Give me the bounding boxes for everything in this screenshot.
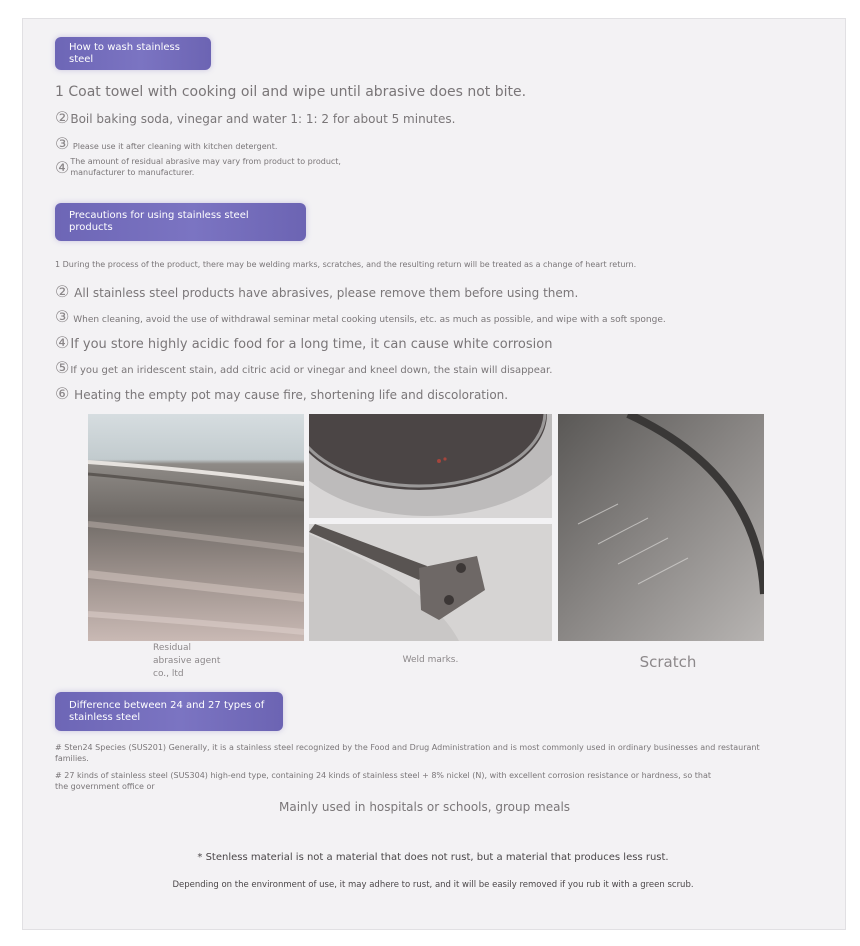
wash-step-3: [55, 134, 277, 153]
caption-text: Scratch: [639, 653, 697, 671]
residual-abrasive-photo: [88, 414, 304, 641]
step-text: During the process of the product, there may be welding marks, scratches, and the resulting return will be treated as a change of heart return.: [62, 260, 637, 269]
paragraph-text: # 27 kinds of stainless steel (SUS304) high-end type, containing 24 kinds of stainless steel + 8% nickel (N), with excellent corrosion resistance or hardness, so that the government office or: [55, 771, 712, 791]
section-badge-label: How to wash stainless steel: [69, 41, 180, 65]
caption-text: Weld marks.: [402, 655, 459, 665]
section-badge-precautions: [55, 203, 306, 241]
residual-abrasive-caption: [153, 642, 223, 681]
precaution-5: [55, 358, 552, 377]
section-badge-label: Precautions for using stainless steel products: [69, 210, 249, 233]
step-number: ②: [55, 108, 70, 127]
section-badge-difference: [55, 692, 283, 731]
step-text: Please use it after cleaning with kitchen detergent.: [72, 142, 278, 151]
rust-note: [22, 852, 844, 863]
sus304-paragraph: [55, 770, 715, 792]
precaution-6: [55, 384, 508, 403]
precaution-3: [55, 307, 666, 326]
step-text: When cleaning, avoid the use of withdrawal seminar metal cooking utensils, etc. as much as possible, and wipe with a soft sponge.: [73, 315, 666, 325]
weld-marks-photo-handle: [309, 524, 552, 641]
rust-removal-note: [22, 880, 844, 890]
step-number: ④: [55, 333, 70, 352]
step-number: 1: [55, 84, 64, 100]
note-text: * Stenless material is not a material that does not rust, but a material that produces less rust.: [197, 852, 669, 863]
step-text: Coat towel with cooking oil and wipe until abrasive does not bite.: [68, 84, 527, 100]
precaution-2: [55, 282, 578, 301]
step-number: ⑤: [55, 358, 70, 377]
section-badge-wash: [55, 37, 211, 70]
scratch-caption: [570, 653, 766, 671]
step-number: ④: [55, 158, 70, 177]
step-text: If you store highly acidic food for a long time, it can cause white corrosion: [70, 337, 553, 352]
step-number: ②: [55, 282, 70, 301]
usage-text: Mainly used in hospitals or schools, group meals: [279, 800, 571, 814]
step-number: ③: [55, 307, 70, 326]
paragraph-text: # Sten24 Species (SUS201) Generally, it is a stainless steel recognized by the Food and Drug Administration and is most commonly used in ordinary businesses and restaurant families.: [55, 743, 760, 763]
step-number: ⑥: [55, 384, 70, 403]
step-number: ③: [55, 134, 70, 153]
wash-step-2: [55, 108, 455, 127]
weld-marks-photo-top: [309, 414, 552, 518]
caption-text: Residual abrasive agent co., ltd: [153, 643, 221, 679]
step-number: 1: [55, 260, 61, 269]
sus201-paragraph: [55, 742, 765, 764]
note-text: Depending on the environment of use, it may adhere to rust, and it will be easily removed if you rub it with a green scrub.: [172, 880, 694, 890]
wash-step-1: [55, 84, 526, 100]
step-text: If you get an iridescent stain, add citric acid or vinegar and kneel down, the stain will disappear.: [70, 365, 553, 376]
step-text: All stainless steel products have abrasives, please remove them before using them.: [74, 286, 579, 300]
precaution-1: [55, 260, 636, 269]
weld-marks-caption: [309, 655, 552, 665]
step-text: The amount of residual abrasive may vary from product to product, manufacturer to manufacturer.: [70, 157, 341, 177]
wash-step-4: [55, 156, 370, 178]
usage-note: [279, 800, 570, 814]
precaution-4: [55, 333, 552, 352]
step-text: Heating the empty pot may cause fire, shortening life and discoloration.: [74, 388, 509, 402]
step-text: Boil baking soda, vinegar and water 1: 1: 2 for about 5 minutes.: [70, 112, 456, 126]
section-badge-label: Difference between 24 and 27 types of stainless steel: [69, 699, 265, 723]
scratch-photo: [558, 414, 764, 641]
